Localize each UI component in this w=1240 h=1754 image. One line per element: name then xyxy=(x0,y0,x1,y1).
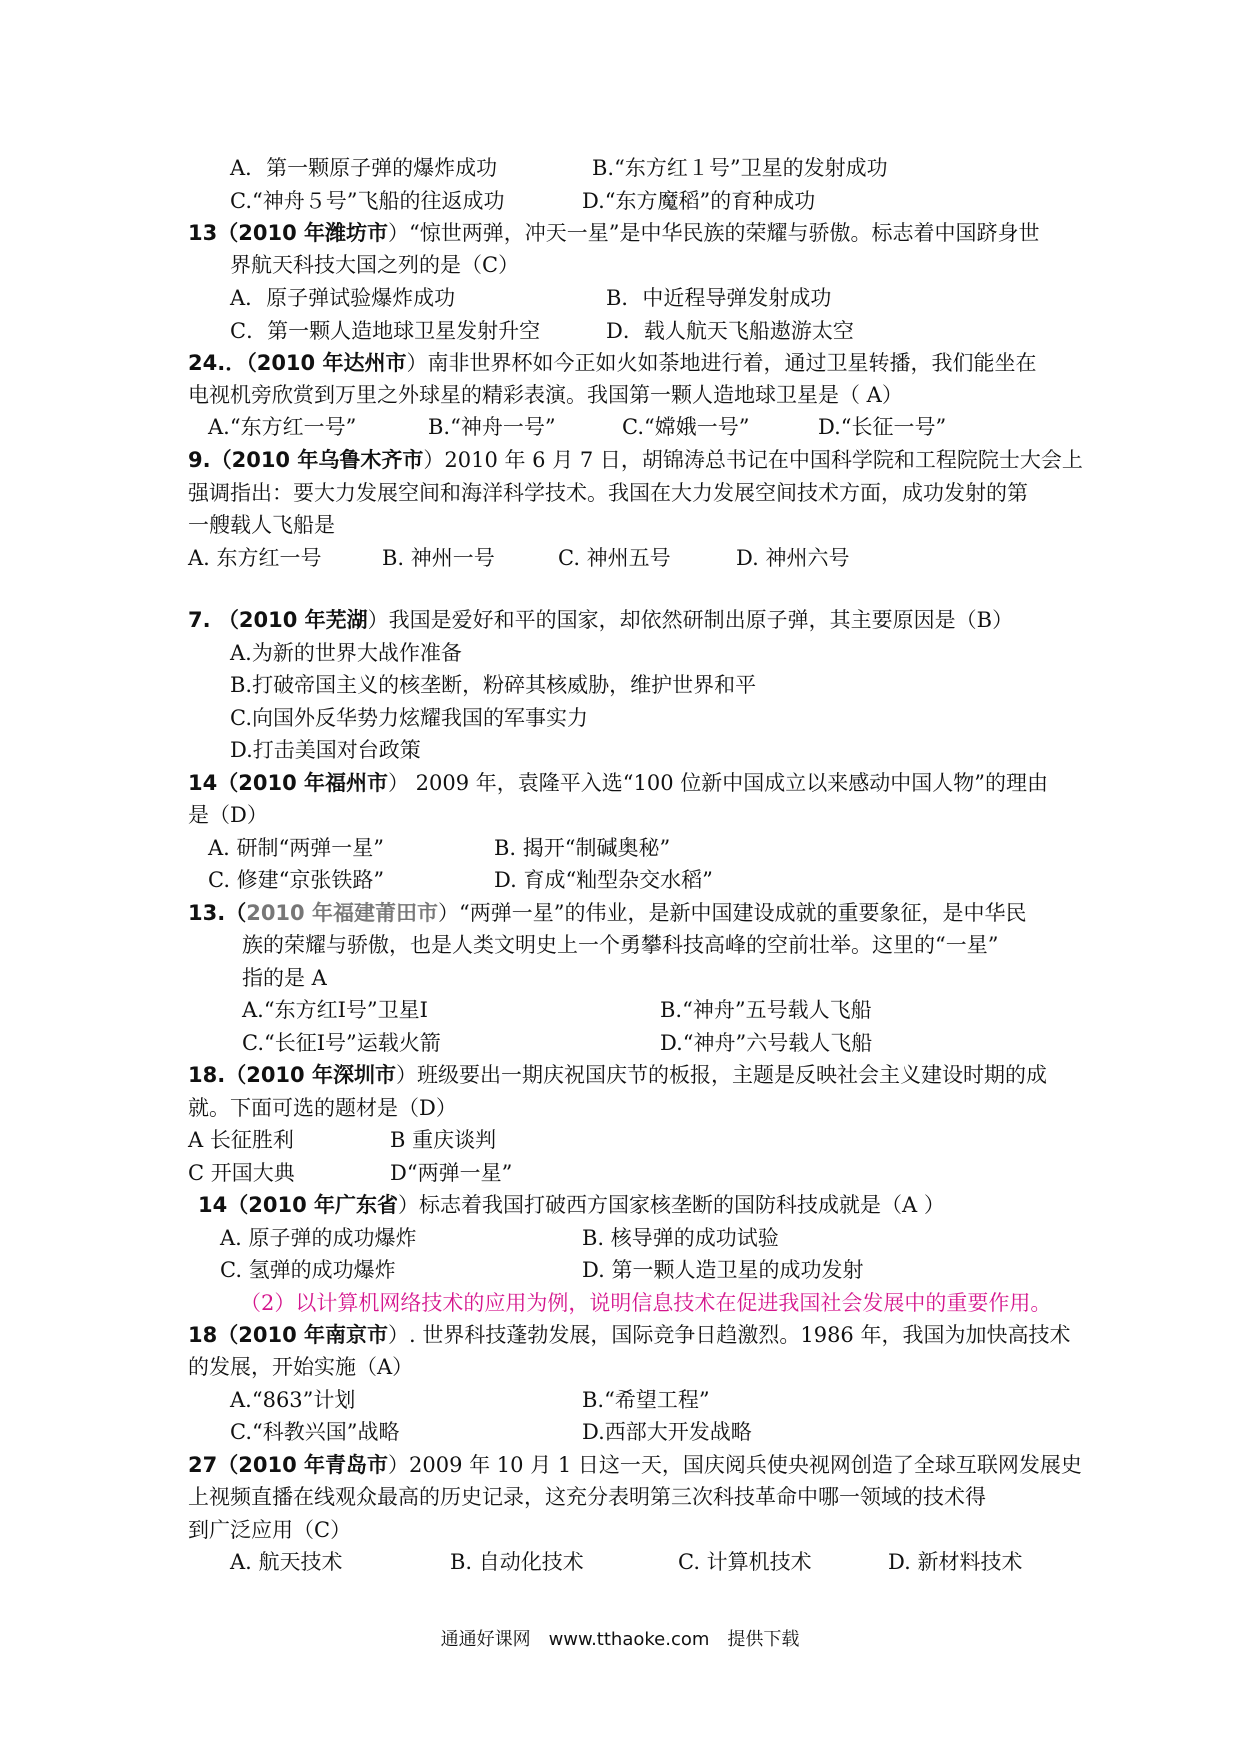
option-c: C.向国外反华势力炫耀我国的军事实力 xyxy=(230,706,588,730)
option-a: A. 东方红一号 xyxy=(188,546,322,570)
question-stem: 是（D） xyxy=(188,803,268,827)
question-fuzhou: 14（2010 年福州市） 2009 年，袁隆平入选“100 位新中国成立以来感动中国人物”的理由 xyxy=(188,771,1049,795)
option-a: A.为新的世界大战作准备 xyxy=(230,641,462,665)
option-a: A. 航天技术 xyxy=(230,1550,343,1574)
option-a: A．第一颗原子弹的爆炸成功 xyxy=(230,156,498,180)
question-wuhu: 7. （2010 年芜湖）我国是爱好和平的国家，却依然研制出原子弹，其主要原因是（B） xyxy=(188,608,1014,632)
question-stem: 指的是 A xyxy=(242,966,327,990)
option-b: B. 自动化技术 xyxy=(450,1550,584,1574)
option-a: A.“863”计划 xyxy=(230,1388,356,1412)
question-qingdao: 27（2010 年青岛市）2009 年 10 月 1 日这一天，国庆阅兵使央视网创造了全球互联网发展史 xyxy=(188,1453,1082,1477)
option-b: B.打破帝国主义的核垄断，粉碎其核威胁，维护世界和平 xyxy=(230,673,757,697)
option-b: B．中近程导弹发射成功 xyxy=(606,286,832,310)
page-footer: 通通好课网 www.tthaoke.com 提供下载 xyxy=(440,1629,800,1650)
question-stem: 的发展，开始实施（A） xyxy=(188,1355,414,1379)
option-a: A. 原子弹的成功爆炸 xyxy=(220,1226,417,1250)
option-b: B. 揭开“制碱奥秘” xyxy=(494,836,671,860)
question-weifang: 13（2010 年潍坊市）“惊世两弹，冲天一星”是中华民族的荣耀与骄傲。标志着中国跻身世 xyxy=(188,221,1040,245)
option-b: B.“希望工程” xyxy=(582,1388,710,1412)
option-d: D. 神州六号 xyxy=(736,546,850,570)
option-c: C. 修建“京张铁路” xyxy=(208,868,385,892)
option-a: A 长征胜利 xyxy=(188,1128,294,1152)
question-stem: 界航天科技大国之列的是（C） xyxy=(230,253,520,277)
option-d: D．载人航天飞船遨游太空 xyxy=(606,319,854,343)
question-stem: 到广泛应用（C） xyxy=(188,1518,352,1542)
option-c: C.“神舟５号”飞船的往返成功 xyxy=(230,189,505,213)
question-putian: 13.（2010 年福建莆田市）“两弹一星”的伟业，是新中国建设成就的重要象征，是中华民 xyxy=(188,901,1027,925)
option-b: B 重庆谈判 xyxy=(390,1128,497,1152)
option-d: D.“神舟”六号载人飞船 xyxy=(660,1031,873,1055)
question-stem: 强调指出：要大力发展空间和海洋科学技术。我国在大力发展空间技术方面，成功发射的第 xyxy=(188,481,1028,505)
option-c: C.“长征Ⅰ号”运载火箭 xyxy=(242,1031,441,1055)
option-c: C. 神州五号 xyxy=(558,546,671,570)
question-dazhou: 24.．（2010 年达州市）南非世界杯如今正如火如荼地进行着，通过卫星转播，我们能坐在 xyxy=(188,351,1037,375)
option-b: B. 神州一号 xyxy=(382,546,495,570)
option-a: A. 研制“两弹一星” xyxy=(208,836,384,860)
option-c: C. 氢弹的成功爆炸 xyxy=(220,1258,396,1282)
option-d: D. 育成“籼型杂交水稻” xyxy=(494,868,713,892)
option-b: B.“东方红１号”卫星的发射成功 xyxy=(592,156,888,180)
option-d: D“两弹一星” xyxy=(390,1161,513,1185)
option-d: D.打击美国对台政策 xyxy=(230,738,421,762)
option-d: D. 第一颗人造卫星的成功发射 xyxy=(582,1258,864,1282)
option-c: C.“嫦娥一号” xyxy=(622,415,750,439)
question-shenzhen: 18.（2010 年深圳市）班级要出一期庆祝国庆节的板报，主题是反映社会主义建设时期的成 xyxy=(188,1063,1047,1087)
option-c: C. 计算机技术 xyxy=(678,1550,812,1574)
option-d: D.“长征一号” xyxy=(818,415,947,439)
question-stem: 族的荣耀与骄傲，也是人类文明史上一个勇攀科技高峰的空前壮举。这里的“一星” xyxy=(242,933,999,957)
option-d: D.西部大开发战略 xyxy=(582,1420,752,1444)
question-stem: 一艘载人飞船是 xyxy=(188,513,335,537)
question-stem: 上视频直播在线观众最高的历史记录，这充分表明第三次科技革命中哪一领域的技术得 xyxy=(188,1485,986,1509)
option-c: C 开国大典 xyxy=(188,1161,295,1185)
option-a: A．原子弹试验爆炸成功 xyxy=(230,286,456,310)
option-d: D. 新材料技术 xyxy=(888,1550,1023,1574)
option-a: A.“东方红一号” xyxy=(208,415,357,439)
option-b: B.“神舟”五号载人飞船 xyxy=(660,998,872,1022)
question-urumqi: 9.（2010 年乌鲁木齐市）2010 年 6 月 7 日，胡锦涛总书记在中国科学院和工程院院士大会上 xyxy=(188,448,1083,472)
question-nanjing: 18（2010 年南京市）. 世界科技蓬勃发展，国际竞争日趋激烈。1986 年，我国为加快高技术 xyxy=(188,1323,1071,1347)
option-b: B.“神舟一号” xyxy=(428,415,556,439)
option-c: C．第一颗人造地球卫星发射升空 xyxy=(230,319,541,343)
option-c: C.“科教兴国”战略 xyxy=(230,1420,400,1444)
question-stem: 就。下面可选的题材是（D） xyxy=(188,1096,457,1120)
question-guangdong: 14（2010 年广东省）标志着我国打破西方国家核垄断的国防科技成就是（A ） xyxy=(198,1193,945,1217)
highlighted-question: （2）以计算机网络技术的应用为例，说明信息技术在促进我国社会发展中的重要作用。 xyxy=(240,1291,1052,1315)
option-d: D.“东方魔稻”的育种成功 xyxy=(582,189,816,213)
option-a: A.“东方红Ⅰ号”卫星Ⅰ xyxy=(242,998,428,1022)
question-stem: 电视机旁欣赏到万里之外球星的精彩表演。我国第一颗人造地球卫星是（ A） xyxy=(188,383,903,407)
option-b: B. 核导弹的成功试验 xyxy=(582,1226,779,1250)
